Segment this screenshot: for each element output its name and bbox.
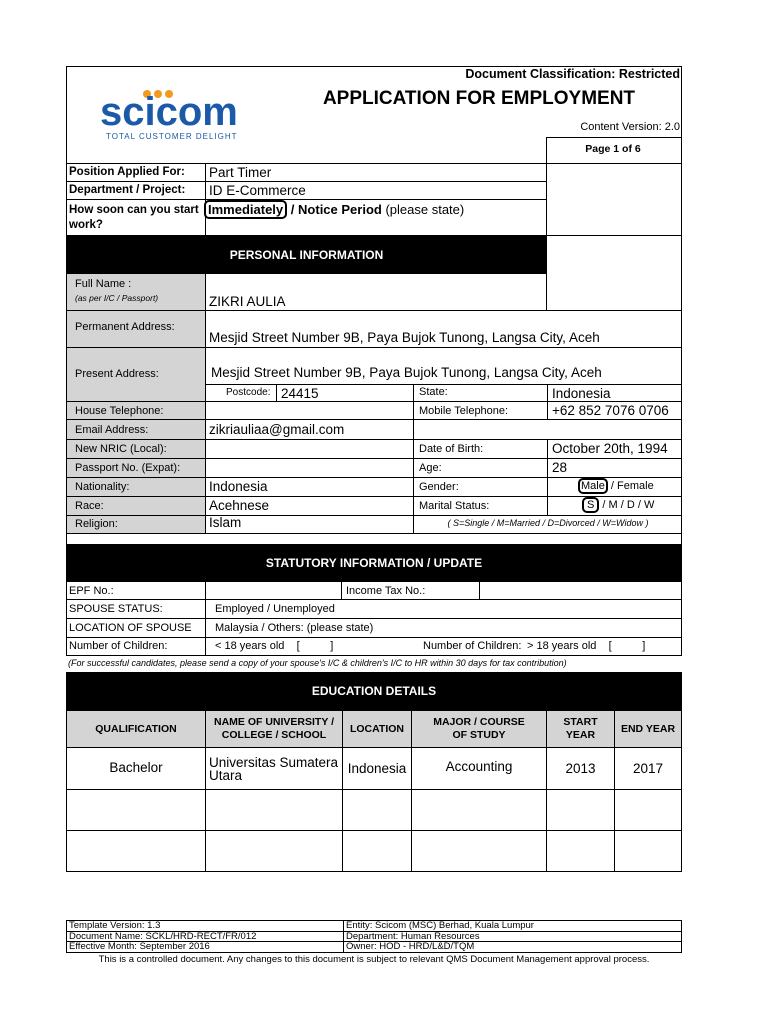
page-number: Page 1 of 6 [585, 143, 641, 155]
edu-header-qualification: QUALIFICATION [66, 710, 206, 748]
edu-row2-start[interactable] [546, 789, 615, 831]
full-name-label: Full Name : [75, 278, 132, 290]
marital-other-options[interactable]: / M / D / W [602, 499, 655, 511]
house-telephone-label: House Telephone: [75, 405, 164, 417]
state-label: State: [419, 386, 448, 398]
edu-row2-university[interactable] [205, 789, 343, 831]
edu-row3-major[interactable] [411, 830, 547, 872]
entity: Entity: Scicom (MSC) Berhad, Kuala Lumpur [343, 920, 682, 932]
controlled-document-notice: This is a controlled document. Any changes to this document is subject to relevant QMS Document Management approval process. [98, 954, 650, 965]
permanent-address-value[interactable]: Mesjid Street Number 9B, Paya Bujok Tunong, Langsa City, Aceh [209, 330, 600, 345]
document-name: Document Name: SCKL/HRD-RECT/FR/012 [66, 931, 344, 942]
department: Department: Human Resources [343, 931, 682, 942]
department-value[interactable]: ID E-Commerce [209, 183, 306, 198]
statutory-note: (For successful candidates, please send a copy of your spouse's I/C & children's I/C to HR within 30 days for tax contribution) [68, 658, 567, 668]
start-work-label: How soon can you start work? [69, 204, 199, 231]
passport-label: Passport No. (Expat): [75, 462, 181, 474]
spouse-location-label: LOCATION OF SPOUSE [69, 622, 192, 634]
religion-value[interactable]: Islam [209, 515, 242, 530]
race-label: Race: [75, 500, 104, 512]
nationality-value[interactable]: Indonesia [209, 479, 268, 494]
edu-row3-start[interactable] [546, 830, 615, 872]
mobile-telephone-label: Mobile Telephone: [419, 405, 509, 417]
dob-value[interactable]: October 20th, 1994 [552, 441, 668, 456]
full-name-sublabel: (as per I/C / Passport) [75, 293, 159, 303]
gender-label: Gender: [419, 481, 459, 493]
immediately-option-selected[interactable]: Immediately [204, 200, 287, 219]
edu-header-major: MAJOR / COURSE OF STUDY [411, 710, 547, 748]
age-value[interactable]: 28 [552, 460, 568, 475]
position-label: Position Applied For: [69, 166, 185, 178]
edu-row2-qualification[interactable] [66, 789, 206, 831]
edu-row3-location[interactable] [342, 830, 412, 872]
gender-options[interactable] [578, 478, 654, 494]
edu-row3-qualification[interactable] [66, 830, 206, 872]
edu-row2-location[interactable] [342, 789, 412, 831]
marital-legend: ( S=Single / M=Married / D=Divorced / W=Widow ) [447, 518, 649, 528]
notice-period-option[interactable]: Notice Period [298, 202, 382, 217]
children-label: Number of Children: [69, 640, 168, 652]
email-value[interactable]: zikriauliaa@gmail.com [209, 422, 345, 437]
edu-row3-university[interactable] [205, 830, 343, 872]
edu-header-university: NAME OF UNIVERSITY / COLLEGE / SCHOOL [205, 710, 343, 748]
department-label: Department / Project: [69, 184, 186, 196]
income-tax-label: Income Tax No.: [346, 585, 426, 597]
start-work-options[interactable] [204, 200, 464, 219]
full-name-value[interactable]: ZIKRI AULIA [209, 294, 286, 309]
edu-row3-end[interactable] [614, 830, 682, 872]
nric-label: New NRIC (Local): [75, 443, 167, 455]
position-value[interactable]: Part Timer [209, 165, 272, 180]
logo-wordmark: scicom [100, 90, 238, 134]
marital-options[interactable] [582, 497, 654, 513]
form-title: APPLICATION FOR EMPLOYMENT [322, 88, 636, 109]
religion-label: Religion: [75, 518, 118, 530]
epf-label: EPF No.: [69, 585, 114, 597]
children-over-label: Number of Children: [423, 640, 522, 652]
template-version: Template Version: 1.3 [66, 920, 344, 932]
permanent-address-label: Permanent Address: [75, 321, 175, 333]
gender-female-option[interactable]: / Female [610, 480, 654, 492]
age-label: Age: [419, 462, 442, 474]
postcode-label: Postcode: [226, 387, 271, 398]
edu-row1-end[interactable]: 2017 [614, 747, 682, 790]
state-value[interactable]: Indonesia [552, 386, 611, 401]
education-table [66, 710, 682, 872]
edu-row1-start[interactable]: 2013 [546, 747, 615, 790]
postcode-value[interactable]: 24415 [281, 386, 319, 401]
owner: Owner: HOD - HRD/L&D/TQM [343, 941, 682, 953]
edu-row2-end[interactable] [614, 789, 682, 831]
content-version: Content Version: 2.0 [580, 121, 680, 133]
mobile-telephone-value[interactable]: +62 852 7076 0706 [552, 403, 669, 418]
spouse-location-options[interactable]: Malaysia / Others: (please state) [215, 622, 374, 634]
race-value[interactable]: Acehnese [209, 498, 270, 513]
present-address-value[interactable]: Mesjid Street Number 9B, Paya Bujok Tunong, Langsa City, Aceh [211, 365, 602, 380]
personal-info-heading: PERSONAL INFORMATION [66, 236, 547, 273]
present-address-label: Present Address: [75, 368, 159, 380]
edu-header-start-year: START YEAR [546, 710, 615, 748]
marital-status-label: Marital Status: [419, 500, 490, 512]
nationality-label: Nationality: [75, 481, 130, 493]
gender-male-selected[interactable]: Male [578, 478, 608, 494]
edu-header-end-year: END YEAR [614, 710, 682, 748]
education-heading: EDUCATION DETAILS [66, 672, 682, 710]
effective-month: Effective Month: September 2016 [66, 941, 344, 953]
edu-row1-location[interactable]: Indonesia [342, 747, 412, 790]
children-under-18[interactable]: < 18 years old [ ] [215, 640, 334, 652]
scicom-logo [96, 86, 256, 146]
logo-tagline: TOTAL CUSTOMER DELIGHT [106, 132, 238, 141]
statutory-heading: STATUTORY INFORMATION / UPDATE [66, 544, 682, 581]
marital-single-selected[interactable]: S [582, 497, 599, 513]
spouse-status-options[interactable]: Employed / Unemployed [215, 603, 335, 615]
edu-header-location: LOCATION [342, 710, 412, 748]
edu-row1-major[interactable]: Accounting [411, 747, 547, 790]
edu-row2-major[interactable] [411, 789, 547, 831]
edu-row1-qualification[interactable]: Bachelor [66, 747, 206, 790]
footer-table [66, 920, 682, 953]
dob-label: Date of Birth: [419, 443, 484, 455]
edu-row1-university[interactable]: Universitas Sumatera Utara [205, 747, 343, 790]
email-label: Email Address: [75, 424, 149, 436]
children-over-18[interactable]: > 18 years old [ ] [527, 640, 646, 652]
spouse-status-label: SPOUSE STATUS: [69, 603, 163, 615]
start-slash: / [290, 202, 295, 217]
start-note: (please state) [385, 202, 465, 217]
classification-text: Document Classification: Restricted [465, 67, 680, 81]
